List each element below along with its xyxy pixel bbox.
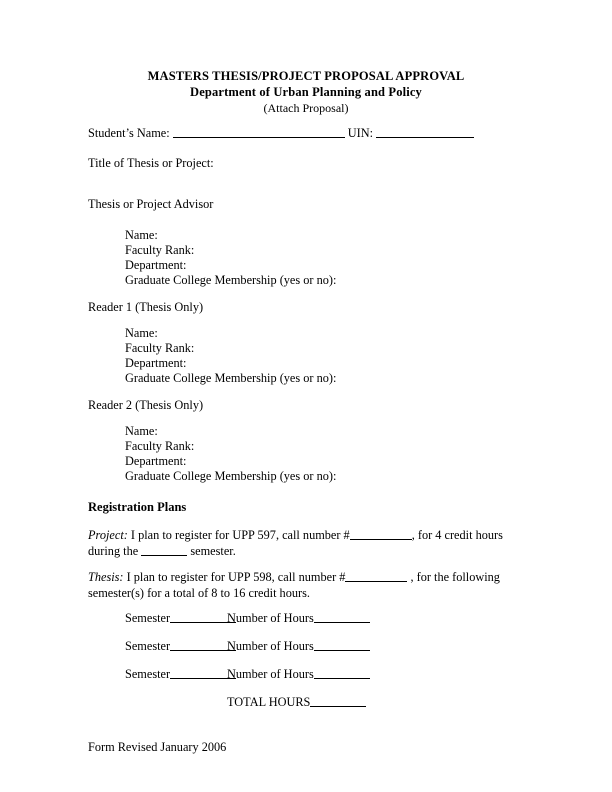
project-label: Project: [88, 528, 128, 542]
thesis-label: Thesis: [88, 570, 124, 584]
thesis-text-part-1: I plan to register for UPP 598, call number # [123, 570, 346, 584]
form-revision-footer: Form Revised January 2006 [88, 740, 227, 754]
project-text-part-2: , for 4 credit hours during the [88, 528, 503, 558]
project-call-number-input[interactable] [350, 528, 412, 540]
hours-row-3-semester-cell [125, 667, 236, 682]
section-heading-advisor: Thesis or Project Advisor [88, 197, 214, 211]
department-subtitle: Department of Urban Planning and Policy [190, 85, 422, 99]
student-name-input[interactable] [173, 126, 345, 138]
hours-row-2-hours-cell [227, 639, 370, 654]
reader2-field-faculty-rank: Faculty Rank: [125, 439, 195, 453]
advisor-field-department: Department: [125, 258, 187, 272]
hours-row-2-semester-label: Semester [125, 639, 171, 653]
hours-row-3-semester-label: Semester [125, 667, 171, 681]
project-text-part-1: I plan to register for UPP 597, call number # [127, 528, 350, 542]
hours-row-2-semester-cell [125, 639, 236, 654]
total-hours-label: TOTAL HOURS [227, 695, 311, 709]
uin-input[interactable] [376, 126, 474, 138]
hours-row-1-hours-label: Number of Hours [227, 611, 314, 625]
reader2-field-grad-college: Graduate College Membership (yes or no): [125, 469, 337, 483]
reader1-field-faculty-rank: Faculty Rank: [125, 341, 195, 355]
reader1-field-department: Department: [125, 356, 187, 370]
attach-proposal-note: (Attach Proposal) [263, 101, 349, 115]
total-hours-cell [227, 695, 366, 710]
thesis-registration-paragraph [88, 569, 508, 601]
hours-row-2-hours-label: Number of Hours [227, 639, 314, 653]
thesis-call-number-input[interactable] [345, 570, 407, 582]
reader1-field-grad-college: Graduate College Membership (yes or no): [125, 371, 337, 385]
section-heading-reader-2: Reader 2 (Thesis Only) [88, 398, 204, 412]
project-text-part-3: semester. [187, 544, 236, 558]
hours-row-3-hours-input[interactable] [314, 667, 370, 679]
thesis-title-label: Title of Thesis or Project: [88, 156, 214, 170]
student-name-label: Student’s Name: [88, 126, 170, 140]
hours-row-1-hours-input[interactable] [314, 611, 370, 623]
reader2-field-department: Department: [125, 454, 187, 468]
project-semester-input[interactable] [141, 544, 187, 556]
uin-label: UIN: [347, 126, 374, 140]
hours-row-1-hours-cell [227, 611, 370, 626]
hours-row-3-hours-cell [227, 667, 370, 682]
hours-row-1-semester-cell [125, 611, 236, 626]
hours-row-1-semester-label: Semester [125, 611, 171, 625]
hours-row-2-hours-input[interactable] [314, 639, 370, 651]
advisor-field-name: Name: [125, 228, 158, 242]
page-title: MASTERS THESIS/PROJECT PROPOSAL APPROVAL [147, 69, 465, 83]
advisor-field-grad-college: Graduate College Membership (yes or no): [125, 273, 337, 287]
student-identity-row [88, 126, 474, 141]
total-hours-input[interactable] [310, 695, 366, 707]
reader2-field-name: Name: [125, 424, 158, 438]
hours-row-3-hours-label: Number of Hours [227, 667, 314, 681]
registration-plans-heading: Registration Plans [88, 500, 187, 514]
section-heading-reader-1: Reader 1 (Thesis Only) [88, 300, 204, 314]
thesis-text-part-2: , for the following semester(s) for a total of 8 to 16 credit hours. [88, 570, 500, 600]
project-registration-paragraph [88, 527, 508, 559]
reader1-field-name: Name: [125, 326, 158, 340]
advisor-field-faculty-rank: Faculty Rank: [125, 243, 195, 257]
